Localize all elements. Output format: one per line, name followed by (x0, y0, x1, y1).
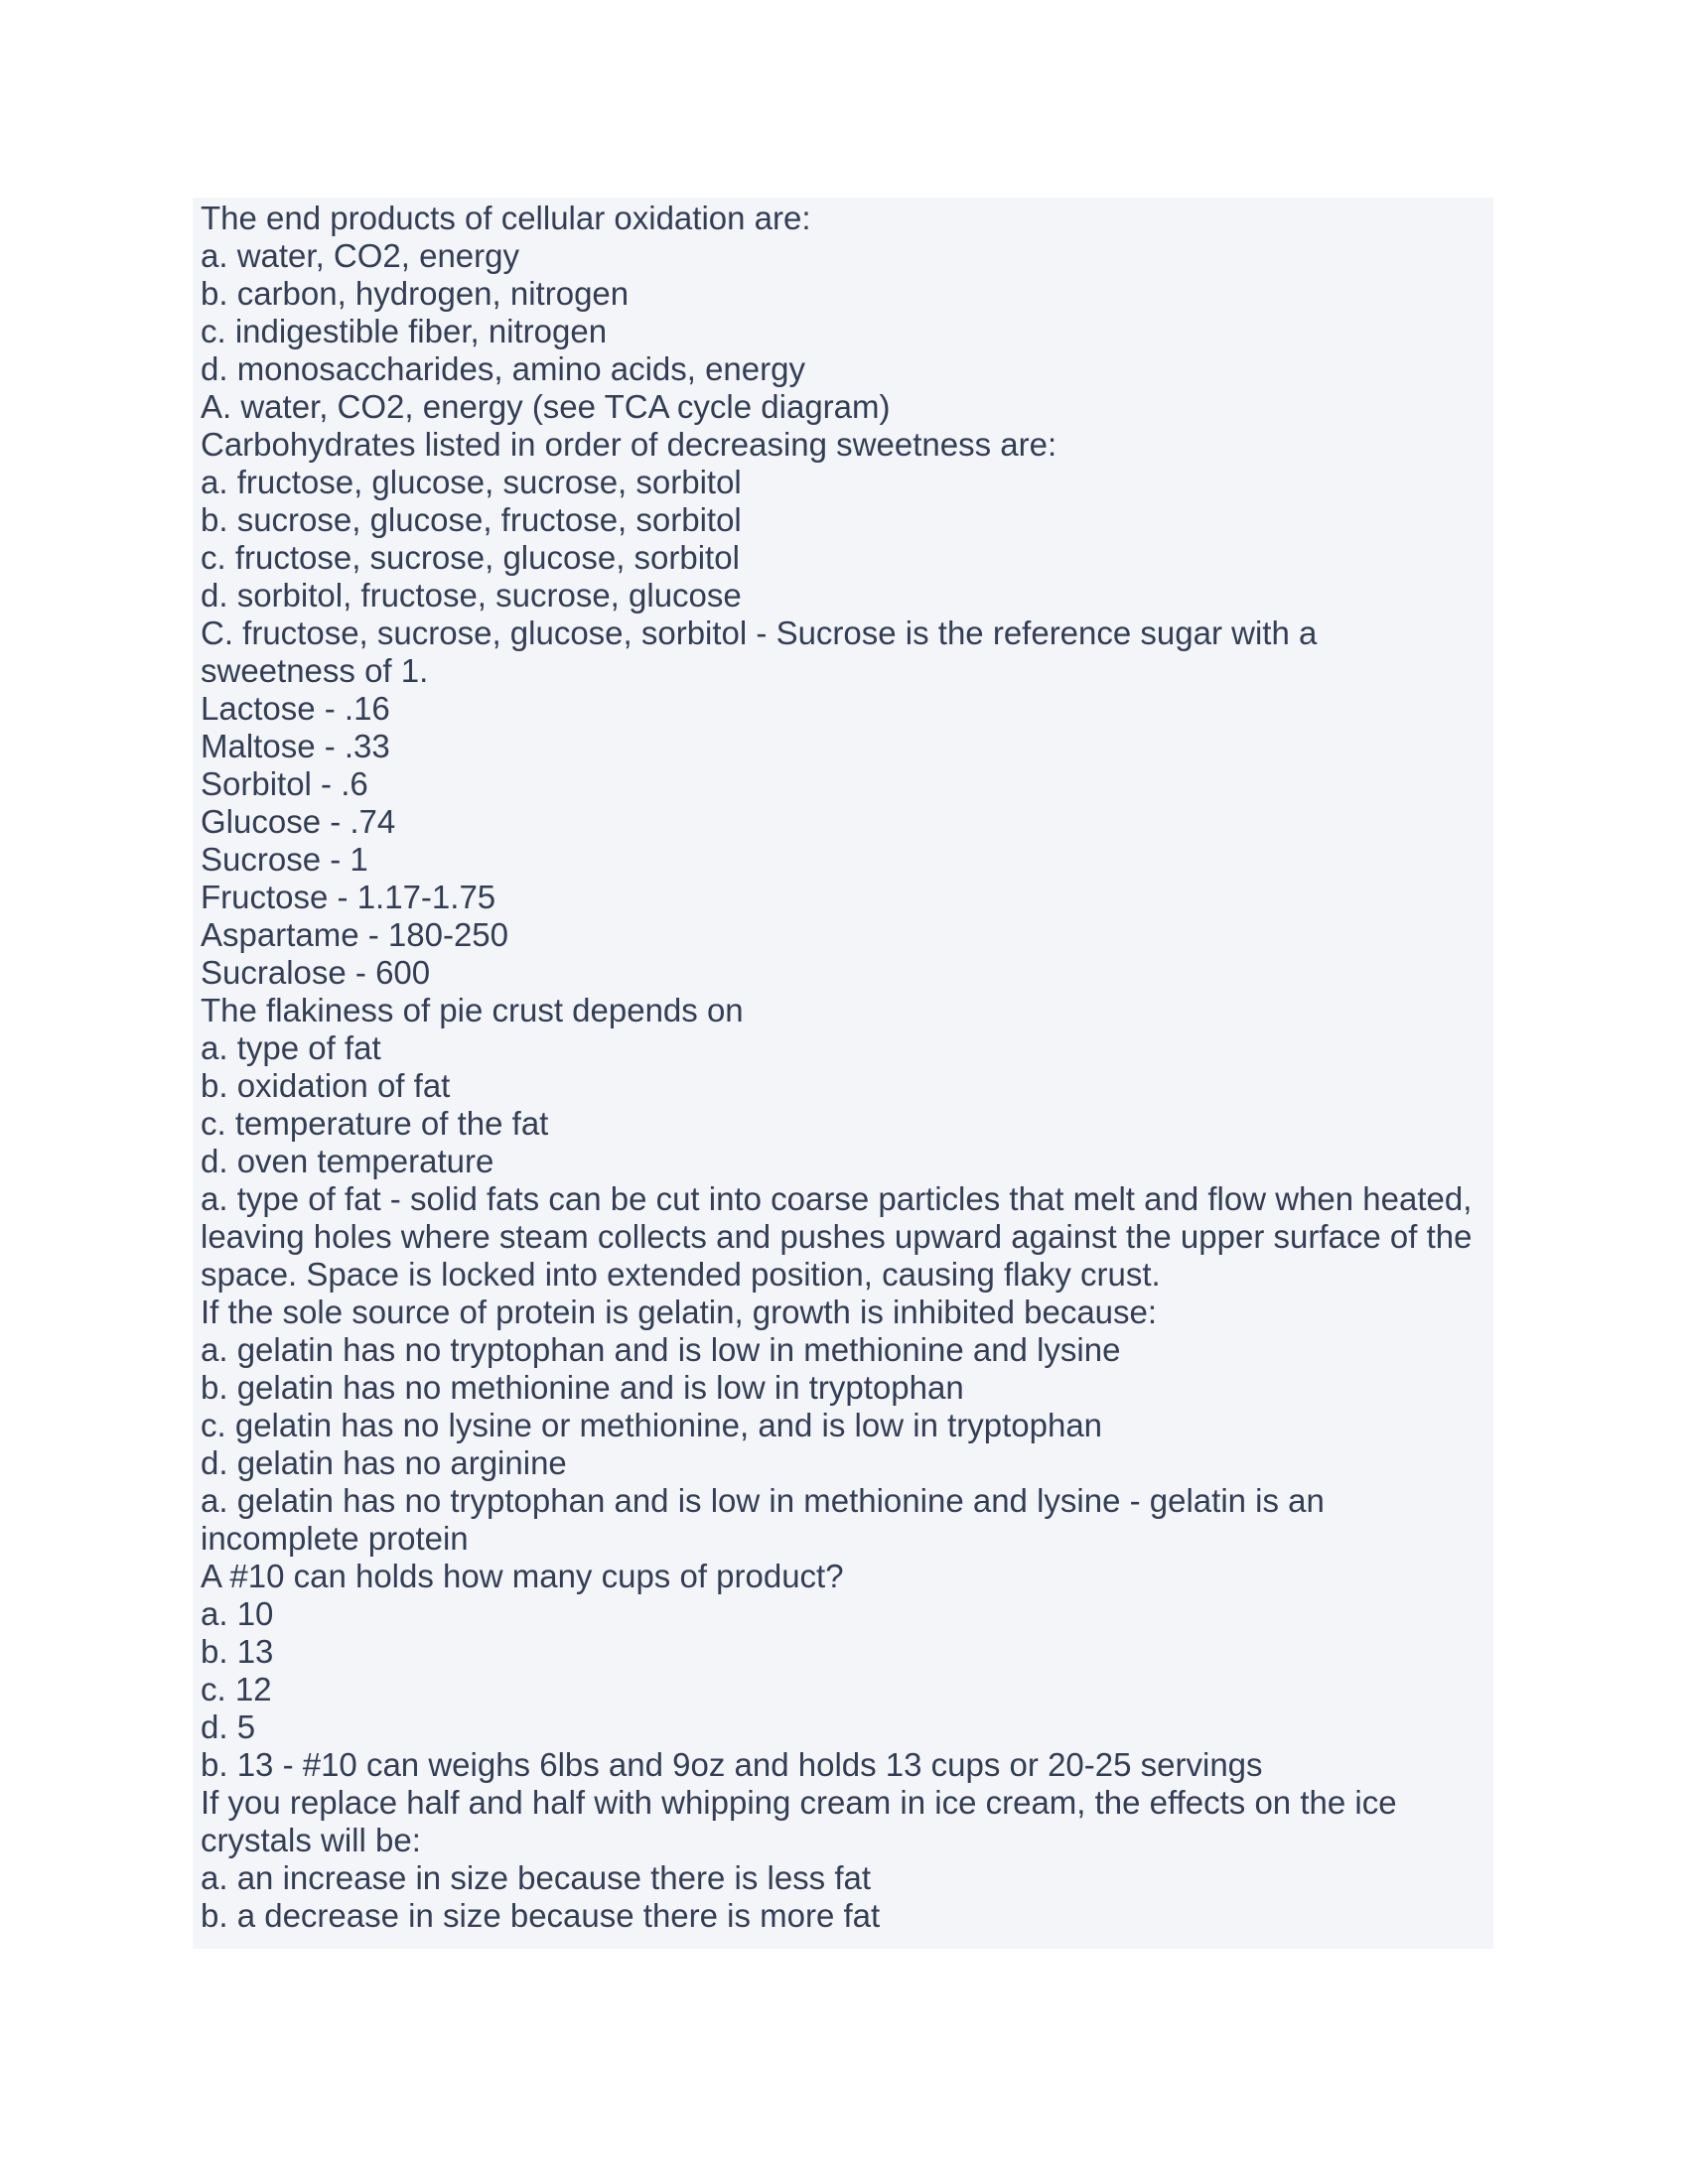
study-notes-text-block (193, 198, 1493, 1949)
text-line: d. sorbitol, fructose, sucrose, glucose (201, 577, 742, 614)
text-line: c. fructose, sucrose, glucose, sorbitol (201, 539, 740, 576)
text-line: b. 13 - #10 can weighs 6lbs and 9oz and holds 13 cups or 20-25 servings (201, 1746, 1263, 1783)
text-line: A. water, CO2, energy (see TCA cycle diagram) (201, 388, 891, 425)
text-line: a. gelatin has no tryptophan and is low in methionine and lysine - gelatin is an (201, 1482, 1325, 1519)
text-line: Lactose - .16 (201, 690, 390, 727)
text-line: a. gelatin has no tryptophan and is low in methionine and lysine (201, 1331, 1121, 1368)
text-line: If the sole source of protein is gelatin, growth is inhibited because: (201, 1294, 1158, 1330)
text-line: c. temperature of the fat (201, 1105, 549, 1142)
text-line: leaving holes where steam collects and pushes upward against the upper surface of the (201, 1218, 1473, 1255)
text-line: d. monosaccharides, amino acids, energy (201, 350, 805, 387)
text-line: b. oxidation of fat (201, 1067, 451, 1104)
text-line: incomplete protein (201, 1520, 469, 1557)
text-line: a. 10 (201, 1595, 274, 1632)
text-line: b. carbon, hydrogen, nitrogen (201, 275, 630, 312)
text-line: a. type of fat (201, 1029, 381, 1066)
text-line: a. an increase in size because there is less fat (201, 1859, 872, 1896)
text-line: a. water, CO2, energy (201, 237, 519, 274)
text-line: a. type of fat - solid fats can be cut into coarse particles that melt and flow when heated, (201, 1180, 1473, 1217)
text-line: Sucrose - 1 (201, 841, 368, 878)
text-line: b. sucrose, glucose, fructose, sorbitol (201, 501, 742, 538)
text-line: c. indigestible fiber, nitrogen (201, 313, 608, 349)
text-line: Fructose - 1.17-1.75 (201, 879, 496, 915)
text-line: The end products of cellular oxidation are: (201, 200, 811, 236)
text-line: Carbohydrates listed in order of decreasing sweetness are: (201, 426, 1057, 463)
text-line: crystals will be: (201, 1822, 421, 1858)
text-line: c. gelatin has no lysine or methionine, and is low in tryptophan (201, 1407, 1103, 1443)
text-line: Sorbitol - .6 (201, 765, 368, 802)
text-line: A #10 can holds how many cups of product? (201, 1558, 844, 1594)
text-line: b. gelatin has no methionine and is low in tryptophan (201, 1369, 964, 1406)
text-line: d. oven temperature (201, 1143, 494, 1179)
text-line: If you replace half and half with whipping cream in ice cream, the effects on the ice (201, 1784, 1397, 1821)
text-line: space. Space is locked into extended position, causing flaky crust. (201, 1256, 1161, 1293)
text-line: Sucralose - 600 (201, 954, 431, 991)
text-line: Maltose - .33 (201, 728, 390, 764)
text-line: d. 5 (201, 1708, 256, 1745)
text-line: b. a decrease in size because there is more fat (201, 1897, 881, 1934)
text-line: Aspartame - 180-250 (201, 916, 509, 953)
text-line: sweetness of 1. (201, 652, 429, 689)
text-line: The flakiness of pie crust depends on (201, 992, 744, 1028)
text-line: b. 13 (201, 1633, 274, 1670)
text-line: d. gelatin has no arginine (201, 1444, 567, 1481)
text-line: a. fructose, glucose, sucrose, sorbitol (201, 464, 742, 500)
text-line: C. fructose, sucrose, glucose, sorbitol - Sucrose is the reference sugar with a (201, 614, 1318, 651)
text-line: c. 12 (201, 1671, 272, 1707)
text-line: Glucose - .74 (201, 803, 396, 840)
